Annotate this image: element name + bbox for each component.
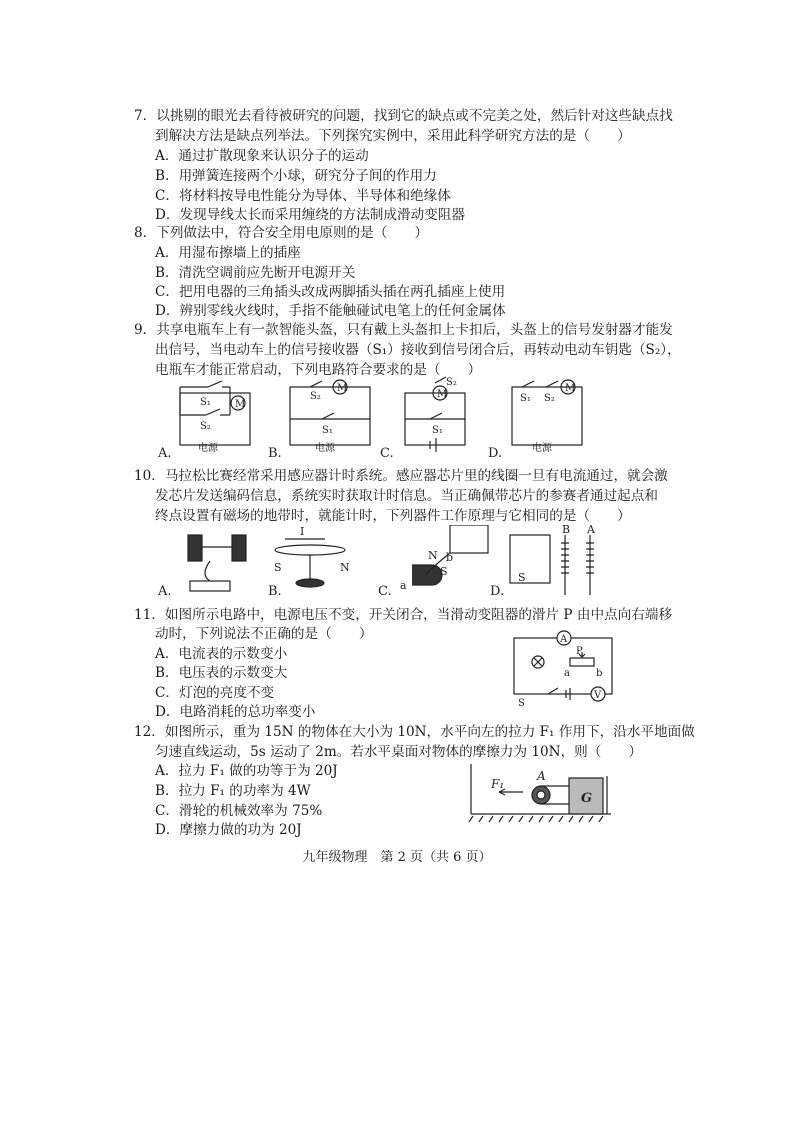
- q10-b-current-label: I: [300, 525, 305, 538]
- q11-stem-line-1: 11．如图所示电路中，电源电压不变，开关闭合，当滑动变阻器的滑片 P 由中点向右端移: [134, 607, 673, 623]
- q9-a-motor-label: M: [235, 399, 246, 410]
- q10-b-n-label: N: [340, 561, 350, 574]
- q11-option-c: C．灯泡的亮度不变: [155, 685, 275, 701]
- q11-circuit-figure: [508, 626, 618, 708]
- q11-option-a: A．电流表的示数变小: [155, 646, 288, 662]
- q9-c-s1-label: S₁: [432, 425, 443, 436]
- q7-option-c: C．将材料按导电性能分为导体、半导体和绝缘体: [155, 188, 451, 204]
- q8-option-b: B．清洗空调前应先断开电源开关: [155, 265, 356, 281]
- q9-b-power-label: 电源: [315, 443, 335, 454]
- q10-d-s-label: S: [518, 571, 526, 584]
- q10-b-s-label: S: [274, 561, 282, 574]
- q9-stem-line-1: 9．共享电瓶车上有一款智能头盔，只有戴上头盔扣上卡扣后，头盔上的信号发射器才能发: [134, 322, 673, 338]
- q8-option-c: C．把用电器的三角插头改成两脚插头插在两孔插座上使用: [155, 284, 506, 300]
- q9-fig-b-label: B.: [268, 446, 282, 461]
- q12-option-d: D．摩擦力做的功为 20J: [155, 822, 302, 838]
- q10-d-a-label: A: [587, 525, 595, 536]
- q10-fig-a-label: A.: [158, 584, 172, 599]
- q9-circuit-figures: [150, 375, 590, 465]
- q9-b-s1-label: S₁: [322, 425, 333, 436]
- q9-d-s1-label: S₁: [520, 393, 531, 404]
- q9-a-s1-label: S₁: [200, 397, 211, 408]
- q9-fig-a-label: A.: [158, 446, 172, 461]
- q10-stem-line-3: 终点设置有磁场的地带时，就能计时，下列器件工作原理与它相同的是（ ）: [155, 508, 631, 524]
- q12-pulley-figure: [465, 762, 615, 824]
- q9-fig-c-label: C.: [380, 446, 394, 461]
- q9-stem-line-3: 电瓶车才能正常启动，下列电路符合要求的是（ ）: [155, 362, 482, 378]
- q9-stem-line-2: 出信号，当电动车上的信号接收器（S₁）接收到信号闭合后，再转动电动车钥匙（S₂），: [155, 342, 681, 358]
- q7-option-b: B．用弹簧连接两个小球，研究分子间的作用力: [155, 168, 437, 184]
- q9-b-s2-label: S₂: [310, 391, 321, 402]
- q11-end-a-label: a: [564, 668, 570, 679]
- q10-c-b-label: b: [446, 551, 454, 564]
- q11-voltmeter-label: V: [594, 690, 602, 701]
- q8-option-d: D．辨别零线火线时，手指不能触碰试电笔上的任何金属体: [155, 303, 506, 319]
- q12-stem-line-2: 匀速直线运动，5s 运动了 2m。若水平桌面对物体的摩擦力为 10N，则（ ）: [155, 744, 643, 760]
- q12-pulley-a-label: A: [537, 769, 546, 783]
- q10-fig-b-label: B.: [268, 584, 282, 599]
- q10-fig-d-label: D.: [490, 584, 505, 599]
- q8-stem-line-1: 8．下列做法中，符合安全用电原则的是（ ）: [134, 225, 429, 241]
- q9-c-s2-label: S₂: [446, 377, 457, 388]
- q10-stem-line-1: 10．马拉松比赛经常采用感应器计时系统。感应器芯片里的线圈一旦有电流通过，就会激: [134, 468, 668, 484]
- q11-switch-s-label: S: [518, 698, 525, 708]
- q9-fig-d-label: D.: [488, 446, 503, 461]
- q10-stem-line-2: 发芯片发送编码信息，系统实时获取计时信息。当正确佩带芯片的参赛者通过起点和: [155, 488, 658, 504]
- q9-b-motor-label: M: [337, 383, 348, 394]
- q10-fig-c-label: C.: [378, 584, 392, 599]
- q11-end-b-label: b: [596, 668, 603, 679]
- q8-option-a: A．用湿布擦墙上的插座: [155, 245, 301, 261]
- q10-c-a-label: a: [400, 579, 407, 592]
- q10-d-b-label: B: [562, 525, 571, 536]
- q9-a-power-label: 电源: [198, 443, 218, 454]
- q11-stem-line-2: 动时，下列说法不正确的是（ ）: [155, 626, 373, 642]
- q10-c-s-label: S: [440, 565, 448, 578]
- q9-c-motor-label: M: [437, 389, 448, 400]
- q12-option-c: C．滑轮的机械效率为 75%: [155, 803, 323, 819]
- q11-option-b: B．电压表的示数变大: [155, 665, 288, 681]
- q9-d-motor-label: M: [565, 383, 576, 394]
- q9-d-power-label: 电源: [532, 443, 552, 454]
- q11-ammeter-label: A: [560, 634, 568, 645]
- q10-c-n-label: N: [428, 549, 438, 562]
- q12-option-a: A．拉力 F₁ 做的功等于为 20J: [155, 763, 338, 779]
- q11-option-d: D．电路消耗的总功率变小: [155, 704, 316, 720]
- q12-stem-line-1: 12．如图所示，重为 15N 的物体在大小为 10N，水平向左的拉力 F₁ 作用下，沿水平地面做: [134, 724, 695, 740]
- q9-d-s2-label: S₂: [544, 393, 555, 404]
- q11-slider-p-label: P: [576, 646, 583, 657]
- q7-stem-line-2: 到解决方法是缺点列举法。下列探究实例中，采用此科学研究方法的是（ ）: [155, 128, 631, 144]
- q7-option-a: A．通过扩散现象来认识分子的运动: [155, 148, 369, 164]
- q10-device-figures: [150, 525, 610, 605]
- q9-a-s2-label: S₂: [200, 421, 211, 432]
- q12-option-b: B．拉力 F₁ 的功率为 4W: [155, 783, 311, 799]
- page-footer: 九年级物理 第 2 页（共 6 页）: [302, 850, 492, 865]
- q12-weight-g-label: G: [581, 791, 593, 806]
- q7-stem-line-1: 7．以挑剔的眼光去看待被研究的问题，找到它的缺点或不完美之处，然后针对这些缺点找: [134, 108, 673, 124]
- q7-option-d: D．发现导线太长而采用缠绕的方法制成滑动变阻器: [155, 207, 465, 223]
- q12-f1-label: F₁: [491, 777, 505, 791]
